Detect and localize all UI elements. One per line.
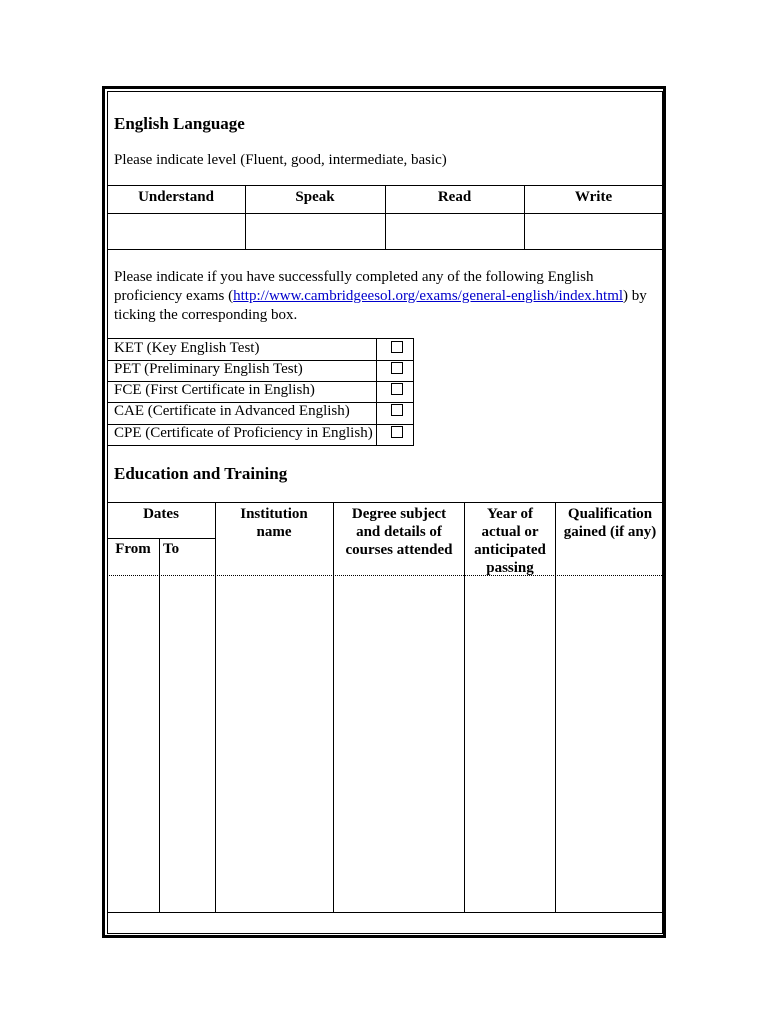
exams-intro-text: Please indicate if you have successfully completed any of the following English proficiency exams ( xyxy=(114,269,594,304)
exam-label-ket: KET (Key English Test) xyxy=(114,340,260,356)
exam-row-cpe xyxy=(108,424,414,446)
fce-checkbox[interactable] xyxy=(391,383,403,395)
to-date-field[interactable] xyxy=(160,576,215,912)
exams-instruction xyxy=(114,268,660,325)
exam-row-fce xyxy=(108,381,414,403)
col-degree: Degree subject and details of courses attended xyxy=(345,506,453,558)
exam-row-ket xyxy=(108,339,414,361)
col-dates: Dates xyxy=(143,506,179,522)
cae-checkbox[interactable] xyxy=(391,404,403,416)
col-year: Year of actual or anticipated passing xyxy=(474,506,546,576)
year-field[interactable] xyxy=(465,576,555,912)
read-level-field[interactable] xyxy=(386,214,524,249)
education-heading: Education and Training xyxy=(114,464,288,483)
pet-checkbox[interactable] xyxy=(391,362,403,374)
ket-checkbox[interactable] xyxy=(391,341,403,353)
exam-label-pet: PET (Preliminary English Test) xyxy=(114,361,303,377)
level-instruction: Please indicate level (Fluent, good, intermediate, basic) xyxy=(114,152,447,168)
cpe-checkbox[interactable] xyxy=(391,426,403,438)
qualification-field[interactable] xyxy=(556,576,663,912)
exams-intro-tail: ) by ticking the corresponding box. xyxy=(114,288,647,323)
cambridge-exams-link[interactable]: http://www.cambridgeesol.org/exams/general-english/index.html xyxy=(233,288,624,304)
exam-label-cae: CAE (Certificate in Advanced English) xyxy=(114,403,350,419)
col-from: From xyxy=(115,541,151,557)
understand-level-field[interactable] xyxy=(108,214,245,249)
english-language-heading: English Language xyxy=(114,114,245,133)
speak-level-field[interactable] xyxy=(246,214,385,249)
col-qualification: Qualification gained (if any) xyxy=(563,506,657,540)
col-read: Read xyxy=(437,189,472,205)
col-institution: Institution name xyxy=(240,506,308,540)
exam-row-cae xyxy=(108,402,414,424)
col-to: To xyxy=(163,541,180,557)
from-date-field[interactable] xyxy=(108,576,159,912)
col-write: Write xyxy=(574,189,613,205)
exam-label-cpe: CPE (Certificate of Proficiency in English) xyxy=(114,425,373,441)
col-understand: Understand xyxy=(138,189,214,205)
exam-row-pet xyxy=(108,360,414,382)
col-speak: Speak xyxy=(295,189,335,205)
write-level-field[interactable] xyxy=(525,214,663,249)
exam-label-fce: FCE (First Certificate in English) xyxy=(114,382,315,398)
degree-field[interactable] xyxy=(334,576,464,912)
institution-field[interactable] xyxy=(216,576,333,912)
